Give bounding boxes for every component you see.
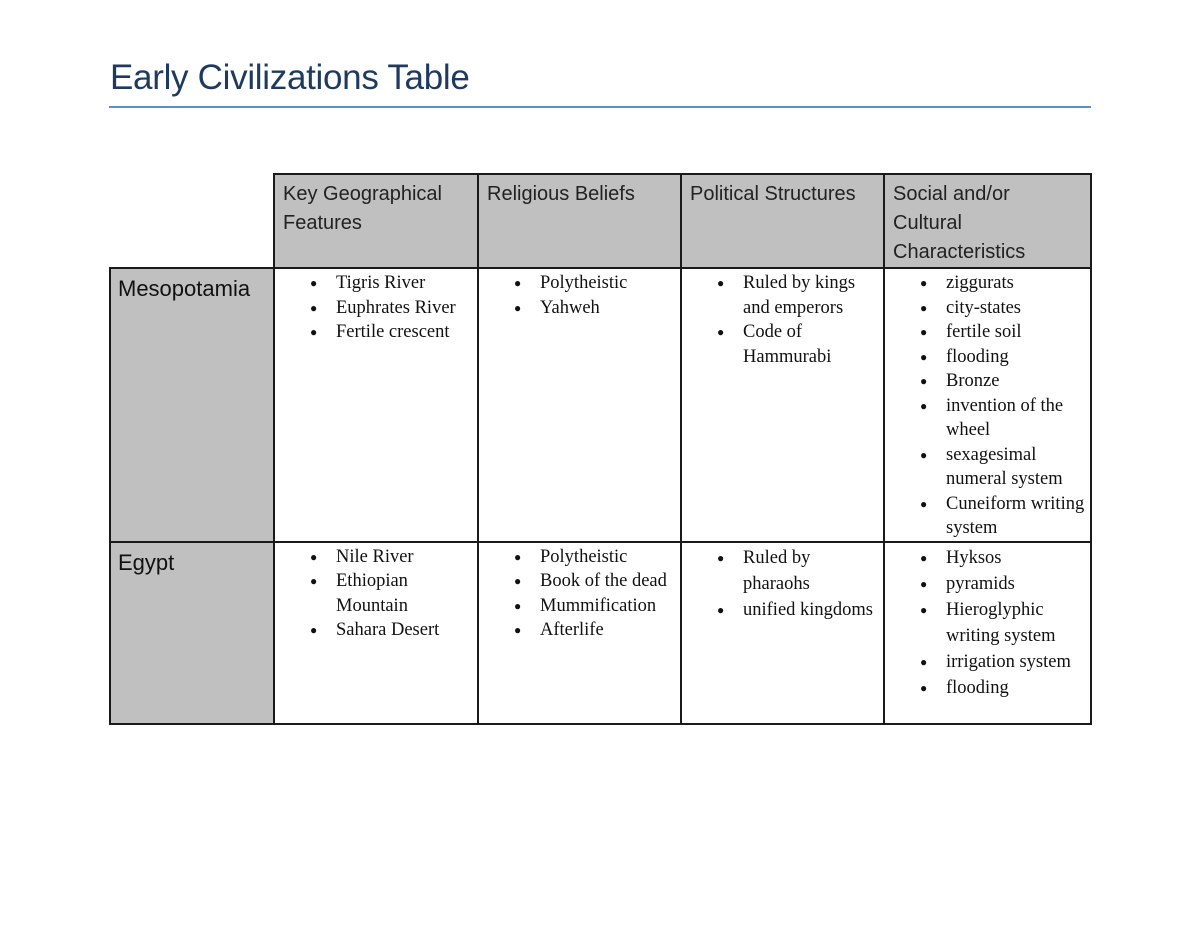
list-item: ● invention of the wheel bbox=[885, 394, 1086, 443]
egypt-politics-cell bbox=[681, 542, 884, 724]
bullet-list bbox=[479, 545, 676, 643]
list-item: ● Ethiopian Mountain bbox=[275, 569, 473, 618]
bullet-list bbox=[885, 545, 1086, 701]
column-header-religion: Religious Beliefs bbox=[478, 174, 681, 268]
table-row bbox=[110, 268, 1091, 542]
header-row bbox=[110, 174, 1091, 268]
title-underline bbox=[109, 106, 1091, 108]
column-header-politics: Political Structures bbox=[681, 174, 884, 268]
row-header-egypt: Egypt bbox=[110, 542, 274, 724]
list-item: ● Sahara Desert bbox=[275, 618, 473, 643]
list-item: ● Mummification bbox=[479, 594, 676, 619]
list-item: ● Polytheistic bbox=[479, 271, 676, 296]
list-item: ● Bronze bbox=[885, 369, 1086, 394]
list-item: ● Afterlife bbox=[479, 618, 676, 643]
list-item: ● ziggurats bbox=[885, 271, 1086, 296]
list-item: ● Nile River bbox=[275, 545, 473, 570]
column-header-geography: Key Geographical Features bbox=[274, 174, 478, 268]
list-item: ● Polytheistic bbox=[479, 545, 676, 570]
list-item: ● Book of the dead bbox=[479, 569, 676, 594]
list-item: ● Hyksos bbox=[885, 545, 1086, 571]
mesopotamia-geography-cell bbox=[274, 268, 478, 542]
list-item: ● Euphrates River bbox=[275, 296, 473, 321]
list-item: ● sexagesimal numeral system bbox=[885, 443, 1086, 492]
list-item: ● Yahweh bbox=[479, 296, 676, 321]
bullet-list bbox=[682, 271, 879, 369]
list-item: ● fertile soil bbox=[885, 320, 1086, 345]
list-item: ● Ruled by kings and emperors bbox=[682, 271, 879, 320]
row-header-mesopotamia: Mesopotamia bbox=[110, 268, 274, 542]
bullet-list bbox=[479, 271, 676, 320]
egypt-social-cell bbox=[884, 542, 1091, 724]
egypt-geography-cell bbox=[274, 542, 478, 724]
bullet-list bbox=[275, 271, 473, 345]
table-row bbox=[110, 542, 1091, 724]
list-item: ● irrigation system bbox=[885, 649, 1086, 675]
egypt-religion-cell bbox=[478, 542, 681, 724]
civilizations-table bbox=[109, 173, 1092, 725]
column-header-social-culture: Social and/or Cultural Characteristics bbox=[884, 174, 1091, 268]
mesopotamia-politics-cell bbox=[681, 268, 884, 542]
list-item: ● pyramids bbox=[885, 571, 1086, 597]
list-item: ● city-states bbox=[885, 296, 1086, 321]
list-item: ● Cuneiform writing system bbox=[885, 492, 1086, 541]
bullet-list bbox=[275, 545, 473, 643]
list-item: ● Tigris River bbox=[275, 271, 473, 296]
page-title: Early Civilizations Table bbox=[110, 58, 470, 97]
list-item: ● flooding bbox=[885, 345, 1086, 370]
bullet-list bbox=[885, 271, 1086, 541]
list-item: ● Ruled by pharaohs bbox=[682, 545, 879, 597]
list-item: ● Code of Hammurabi bbox=[682, 320, 879, 369]
bullet-list bbox=[682, 545, 879, 623]
mesopotamia-religion-cell bbox=[478, 268, 681, 542]
list-item: ● Fertile crescent bbox=[275, 320, 473, 345]
mesopotamia-social-cell bbox=[884, 268, 1091, 542]
list-item: ● flooding bbox=[885, 675, 1086, 701]
list-item: ● unified kingdoms bbox=[682, 597, 879, 623]
corner-cell bbox=[110, 174, 274, 268]
list-item: ● Hieroglyphic writing system bbox=[885, 597, 1086, 649]
